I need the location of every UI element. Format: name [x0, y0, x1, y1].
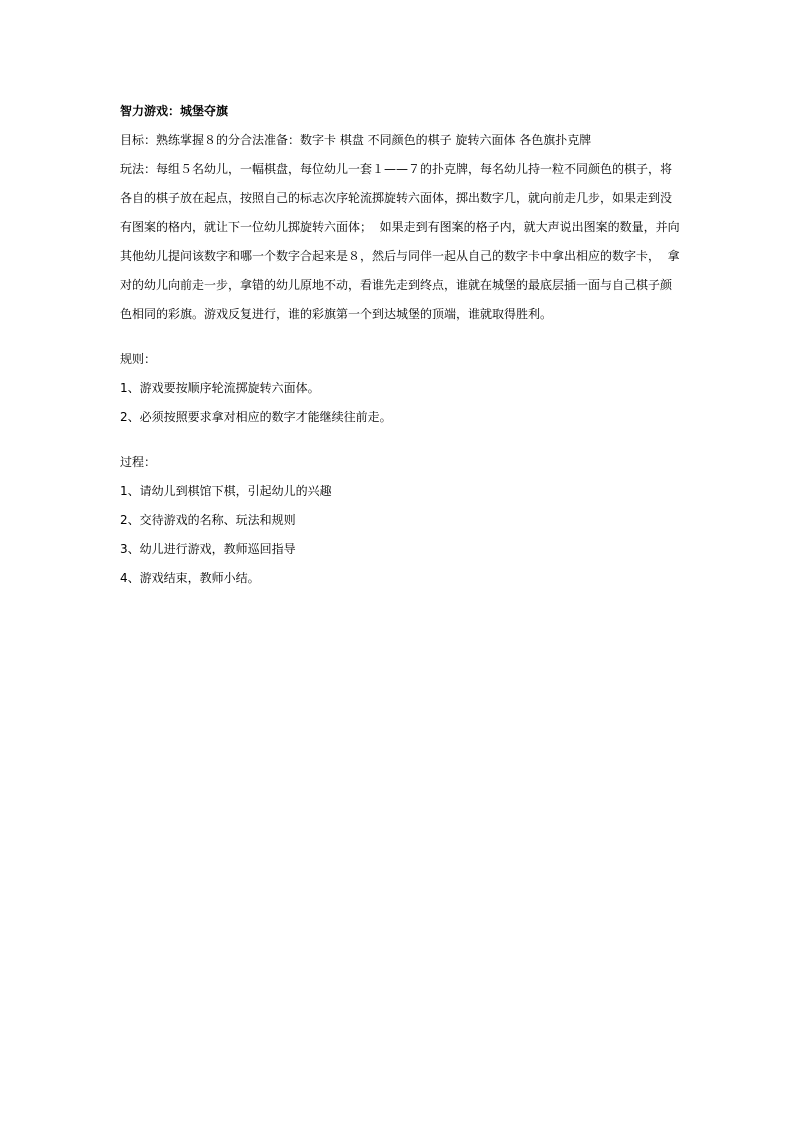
rules-item: 2、必须按照要求拿对相应的数字才能继续往前走。: [120, 410, 392, 424]
process-item: 1、请幼儿到棋馆下棋，引起幼儿的兴趣: [120, 484, 332, 498]
process-item: 2、交待游戏的名称、玩法和规则: [120, 513, 296, 527]
rules-item: 1、游戏要按顺序轮流掷旋转六面体。: [120, 381, 320, 395]
process-heading: 过程：: [120, 455, 157, 469]
play-paragraph: 玩法：每组５名幼儿，一幅棋盘，每位幼儿一套１——７的扑克牌，每名幼儿持一粒不同颜色的棋子，将各自的棋子放在起点，按照自己的标志次序轮流掷旋转六面体，掷出数字几，就向前走几步，如果走到没有图案的格内，就让下一位幼儿掷旋转六面体； 如果走到有图案的格子内，就大声说出图案的数量，并向其他幼儿提问该数字和哪一个数字合起来是８，然后与同伴一起从自己的数字卡中拿出相应的数字卡， 拿对的幼儿向前走一步，拿错的幼儿原地不动，看谁先走到终点，谁就在城堡的最底层插一面与自己棋子颜色相同的彩旗。游戏反复进行，谁的彩旗第一个到达城堡的顶端，谁就取得胜利。: [120, 162, 680, 321]
spacer: [120, 432, 680, 448]
spacer: [120, 329, 680, 345]
document-title: 智力游戏：城堡夺旗: [120, 104, 229, 118]
process-item: 3、幼儿进行游戏，教师巡回指导: [120, 542, 296, 556]
goal-line: 目标：熟练掌握８的分合法准备：数字卡 棋盘 不同颜色的棋子 旋转六面体 各色旗扑克牌: [120, 133, 592, 147]
document-page: [120, 96, 680, 593]
rules-heading: 规则：: [120, 352, 157, 366]
process-item: 4、游戏结束，教师小结。: [120, 571, 260, 585]
